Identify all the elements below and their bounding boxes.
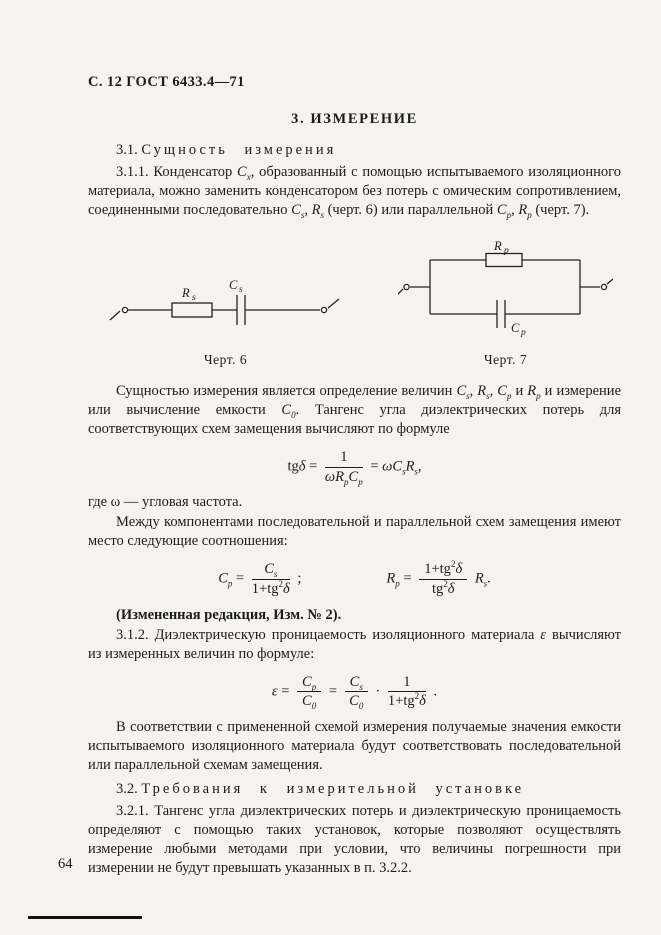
lead-mark-left bbox=[398, 289, 403, 294]
resistor-label: R bbox=[182, 285, 190, 300]
formula-cp-relation: $C_p$ = $\frac{C_s}{1+tg^2\delta}$ ; bbox=[218, 561, 302, 597]
scan-artifact-line bbox=[28, 916, 142, 919]
paragraph-3-1-1: 3.1.1. Конденсатор $C_x$, образованный с помощью испытываемого изоляционного материала, можно заменить конденсатором без потерь с омическим сопротивлением, соединенными последовательно $C_s$, $R_s$ (черт. 6) или параллельной $C_p$, $R_p$ (черт. 7). bbox=[88, 164, 621, 220]
heading-3-2 bbox=[88, 781, 621, 798]
heading-3-2-number: 3.2. bbox=[116, 780, 138, 797]
parallel-circuit-diagram bbox=[398, 240, 613, 340]
figures-row bbox=[108, 240, 613, 368]
resistor-label: R bbox=[494, 239, 502, 253]
heading-3-1-number: 3.1. bbox=[116, 142, 138, 158]
lead-mark-right bbox=[607, 279, 613, 284]
terminal-left bbox=[122, 307, 127, 312]
paragraph-3-1-2: 3.1.2. Диэлектрическую проницаемость изоляционного материала ε вычисляют из измеренных величин по формуле: bbox=[88, 626, 621, 662]
figure-series-circuit bbox=[108, 268, 343, 368]
paragraph-between: Между компонентами последовательной и параллельной схем замещения имеют место следующие соотношения: bbox=[88, 514, 621, 550]
paragraph-accordance: В соответствии с примененной схемой измерения получаемые значения емкости испытываемого изоляционного материала будут соответствовать последовательной или параллельной схемам замещения. bbox=[88, 718, 621, 773]
formula-relations bbox=[88, 561, 621, 597]
lead-mark-right bbox=[328, 299, 339, 308]
terminal-right bbox=[321, 307, 326, 312]
formula-rp-relation: $R_p$ = $\frac{1+tg^2\delta}{tg^2\delta}$ $R_s$. bbox=[386, 559, 491, 597]
heading-3-1-text: Сущность измерения bbox=[141, 142, 337, 158]
lead-mark-left bbox=[110, 311, 120, 320]
paragraph-amended-note: (Измененная редакция, Изм. № 2). bbox=[116, 606, 342, 623]
figure-parallel-circuit bbox=[398, 240, 613, 368]
formula-permittivity: ε = $\frac{C_p}{C_0}$ = $\frac{C_s}{C_0}$ · $\frac{1}{1+tg^2\delta}$ . bbox=[271, 673, 438, 712]
paragraph-where: где ω — угловая частота. bbox=[88, 494, 243, 511]
paragraph-3-2-1: 3.2.1. Тангенс угла диэлектрических потерь и диэлектрическую проницаемость определяют с помощью таких установок, которые позволяют осуществлять измерение любыми методами при условии, что величины погрешности при измерении не будут превышать указанных в п. 3.2.2. bbox=[88, 802, 621, 876]
heading-3-1 bbox=[88, 142, 621, 159]
series-circuit-diagram bbox=[108, 268, 343, 340]
capacitor-label: C bbox=[229, 277, 238, 292]
terminal-left bbox=[404, 284, 409, 289]
paragraph-essence: Сущностью измерения является определение величин $C_s$, $R_s$, $C_p$ и $R_p$ и измерение или вычисление емкости $C_0$. Тангенс угла диэлектрических потерь для соответствующих схем замещения вычисляют по формуле bbox=[88, 382, 622, 437]
capacitor-label-sub: p bbox=[521, 327, 526, 338]
figure-6-caption: Черт. 6 bbox=[203, 351, 248, 367]
page-number: 64 bbox=[58, 856, 73, 872]
terminal-right bbox=[601, 284, 606, 289]
resistor-symbol bbox=[172, 303, 212, 317]
resistor-label-sub: p bbox=[504, 245, 509, 256]
heading-3-2-text: Требования к измерительной установке bbox=[141, 780, 525, 797]
section-title: 3. ИЗМЕРЕНИЕ bbox=[291, 111, 418, 127]
capacitor-label-sub: s bbox=[239, 284, 243, 295]
formula-tangent-loss: tgδ = $\frac{1}{\omega R_pC_p}$ = $\omega C_sR_s$, bbox=[287, 448, 422, 487]
page-header: С. 12 ГОСТ 6433.4—71 bbox=[88, 74, 245, 90]
resistor-label-sub: s bbox=[192, 292, 196, 303]
capacitor-label: C bbox=[511, 320, 520, 335]
figure-7-caption: Черт. 7 bbox=[483, 351, 528, 367]
